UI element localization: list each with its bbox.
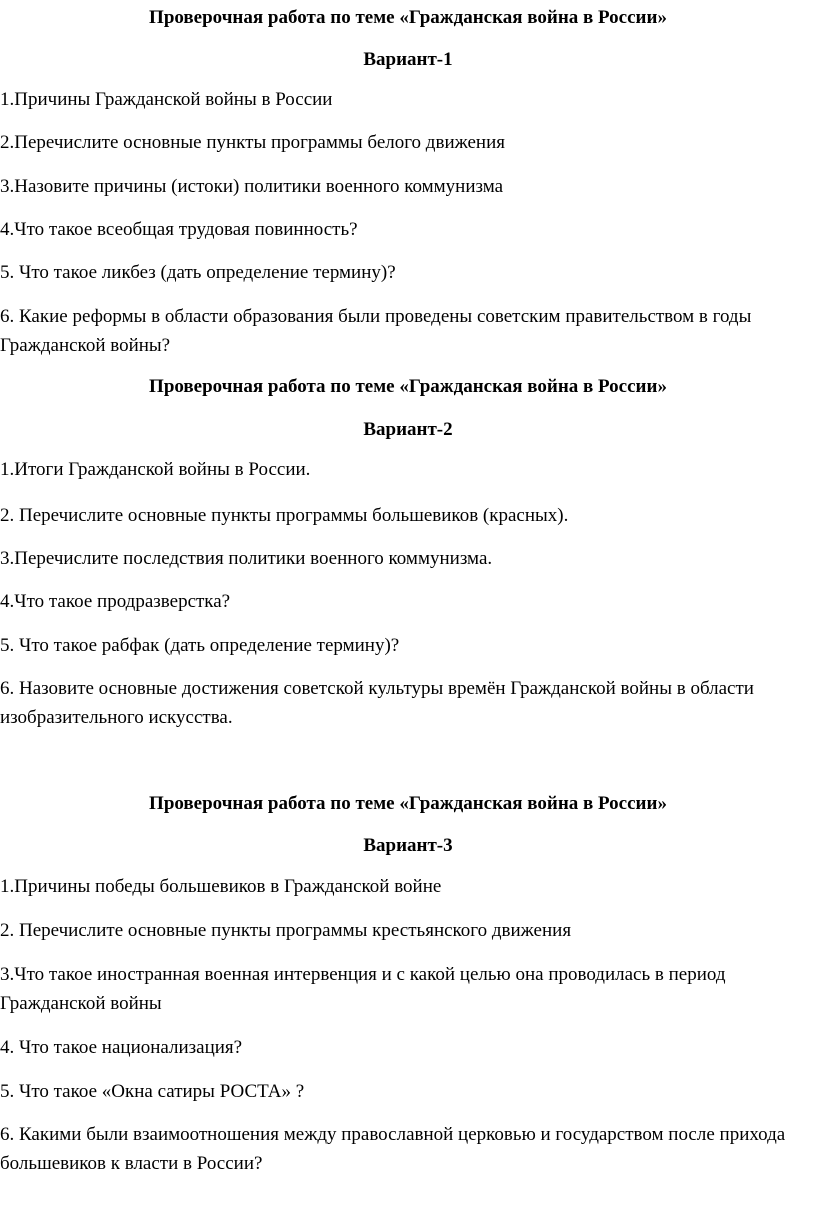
variant-2-question-1: 1.Итоги Гражданской войны в России.	[0, 459, 311, 480]
variant-3-question-2: 2. Перечислите основные пункты программы крестьянского движения	[0, 920, 572, 941]
variant-1-label: Вариант-1	[363, 49, 453, 70]
variant-2-question-2: 2. Перечислите основные пункты программы большевиков (красных).	[0, 505, 569, 526]
variant-3-question-5: 5. Что такое «Окна сатиры РОСТА» ?	[0, 1081, 305, 1102]
variant-1-question-6: 6. Какие реформы в области образования были проведены советским правительством в годы Гражданской войны?	[0, 306, 752, 356]
variant-2-label: Вариант-2	[363, 419, 453, 440]
variant-1-question-3: 3.Назовите причины (истоки) политики военного коммунизма	[0, 176, 504, 197]
variant-2-question-6: 6. Назовите основные достижения советской культуры времён Гражданской войны в области изобразительного искусства.	[0, 678, 754, 728]
variant-3-question-4: 4. Что такое национализация?	[0, 1037, 243, 1058]
variant-3-question-6: 6. Какими были взаимоотношения между православной церковью и государством после прихода большевиков к власти в России?	[0, 1124, 786, 1174]
variant-1-question-1: 1.Причины Гражданской войны в России	[0, 89, 333, 110]
variant-2-question-5: 5. Что такое рабфак (дать определение термину)?	[0, 635, 400, 656]
variant-3-title: Проверочная работа по теме «Гражданская война в России»	[149, 793, 667, 814]
variant-2-title: Проверочная работа по теме «Гражданская война в России»	[149, 376, 667, 397]
variant-2-question-3: 3.Перечислите последствия политики военного коммунизма.	[0, 548, 493, 569]
variant-3-question-3: 3.Что такое иностранная военная интервенция и с какой целью она проводилась в период Гражданской войны	[0, 964, 726, 1014]
variant-1-question-2: 2.Перечислите основные пункты программы белого движения	[0, 132, 506, 153]
variant-1-title: Проверочная работа по теме «Гражданская война в России»	[149, 7, 667, 28]
variant-1-question-4: 4.Что такое всеобщая трудовая повинность?	[0, 219, 358, 240]
variant-1-question-5: 5. Что такое ликбез (дать определение термину)?	[0, 262, 396, 283]
variant-2-question-4: 4.Что такое продразверстка?	[0, 591, 231, 612]
variant-3-label: Вариант-3	[363, 835, 453, 856]
variant-3-question-1: 1.Причины победы большевиков в Гражданской войне	[0, 876, 442, 897]
